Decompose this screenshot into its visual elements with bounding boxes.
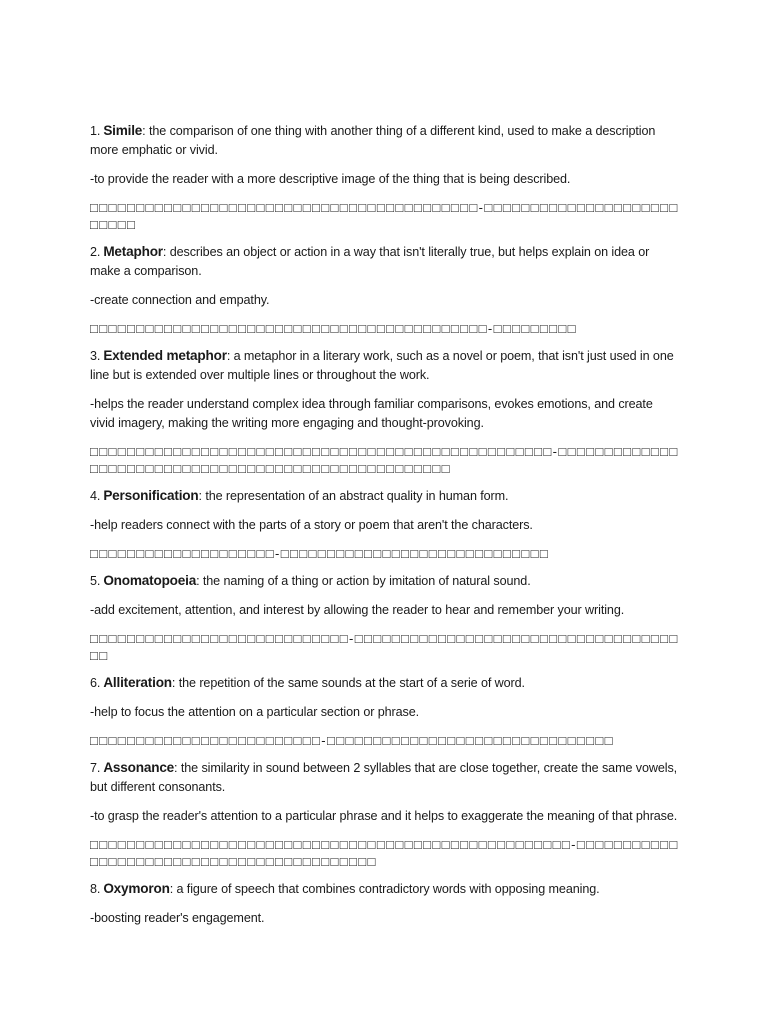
translation-text: □□□□□□□□□□□□□□□□□□□□□□□□□□□□□□□□□□□□□□□□□□□-□□□□□□□□□: [90, 321, 577, 336]
term-entry-onomatopoeia: [90, 571, 680, 664]
term-name: Assonance: [103, 760, 175, 775]
term-entry-alliteration: [90, 673, 680, 749]
definition-text: : the comparison of one thing with another thing of a different kind, used to make a description more emphatic or vivid.: [90, 124, 656, 157]
term-number: 1.: [90, 124, 101, 138]
definition-text: : the repetition of the same sounds at the start of a serie of word.: [171, 676, 525, 690]
term-name: Oxymoron: [103, 881, 170, 896]
translation-text: □□□□□□□□□□□□□□□□□□□□-□□□□□□□□□□□□□□□□□□□□□□□□□□□□□: [90, 546, 550, 561]
term-entry-oxymoron: [90, 879, 680, 928]
definition-text: : the naming of a thing or action by imitation of natural sound.: [196, 574, 531, 588]
term-number: 4.: [90, 489, 101, 503]
term-purpose: -to grasp the reader's attention to a particular phrase and it helps to exaggerate the meaning of that phrase.: [90, 809, 678, 823]
translation-text: □□□□□□□□□□□□□□□□□□□□□□□□□□□□-□□□□□□□□□□□□□□□□□□□□□□□□□□□□□□□□□□□□□: [90, 631, 679, 663]
term-name: Onomatopoeia: [103, 573, 197, 588]
term-entry-metaphor: [90, 242, 680, 337]
term-name: Simile: [103, 123, 143, 138]
definition-text: : describes an object or action in a way that isn't literally true, but helps explain on idea or make a comparison.: [90, 245, 650, 278]
term-definition: [90, 879, 680, 899]
term-definition: [90, 758, 680, 797]
translation-text: □□□□□□□□□□□□□□□□□□□□□□□□□□□□□□□□□□□□□□□□□□□□□□□□□□-□□□□□□□□□□□□□□□□□□□□□□□□□□□□□□□□□□□□□□□□□□□□□□□□□□□□: [90, 444, 679, 476]
term-name: Metaphor: [103, 244, 163, 259]
term-name: Personification: [103, 488, 199, 503]
term-purpose: -to provide the reader with a more descriptive image of the thing that is being described.: [90, 172, 571, 186]
translation-text: □□□□□□□□□□□□□□□□□□□□□□□□□-□□□□□□□□□□□□□□□□□□□□□□□□□□□□□□□: [90, 733, 614, 748]
term-purpose: -add excitement, attention, and interest by allowing the reader to hear and remember your writing.: [90, 603, 625, 617]
term-definition: [90, 346, 680, 385]
term-purpose: -create connection and empathy.: [90, 293, 270, 307]
term-number: 6.: [90, 676, 101, 690]
term-entry-simile: [90, 121, 680, 233]
translation-text: □□□□□□□□□□□□□□□□□□□□□□□□□□□□□□□□□□□□□□□□□□-□□□□□□□□□□□□□□□□□□□□□□□□□□: [90, 200, 679, 232]
term-definition: [90, 571, 680, 591]
term-purpose: -helps the reader understand complex idea through familiar comparisons, evokes emotions, and create vivid imagery, making the writing more engaging and thought-provoking.: [90, 397, 653, 430]
term-entry-personification: [90, 486, 680, 562]
term-purpose: -help to focus the attention on a particular section or phrase.: [90, 705, 420, 719]
definition-text: : the similarity in sound between 2 syllables that are close together, create the same vowels, but different consonants.: [90, 761, 678, 794]
term-definition: [90, 486, 680, 506]
term-number: 5.: [90, 574, 101, 588]
term-definition: [90, 242, 680, 281]
translation-text: □□□□□□□□□□□□□□□□□□□□□□□□□□□□□□□□□□□□□□□□□□□□□□□□□□□□-□□□□□□□□□□□□□□□□□□□□□□□□□□□□□□□□□□□□□□□□□□: [90, 837, 679, 869]
term-entry-assonance: [90, 758, 680, 870]
term-definition: [90, 673, 680, 693]
term-number: 2.: [90, 245, 101, 259]
document-content: [90, 121, 680, 938]
definition-text: : a metaphor in a literary work, such as a novel or poem, that isn't just used in one line but is extended over multiple lines or throughout the work.: [90, 349, 674, 382]
term-name: Alliteration: [103, 675, 172, 690]
term-definition: [90, 121, 680, 160]
term-purpose: -help readers connect with the parts of a story or poem that aren't the characters.: [90, 518, 533, 532]
term-number: 7.: [90, 761, 101, 775]
term-purpose: -boosting reader's engagement.: [90, 911, 265, 925]
term-entry-extended-metaphor: [90, 346, 680, 477]
term-number: 8.: [90, 882, 101, 896]
definition-text: : the representation of an abstract quality in human form.: [198, 489, 509, 503]
term-number: 3.: [90, 349, 101, 363]
term-name: Extended metaphor: [103, 348, 227, 363]
definition-text: : a figure of speech that combines contradictory words with opposing meaning.: [169, 882, 600, 896]
